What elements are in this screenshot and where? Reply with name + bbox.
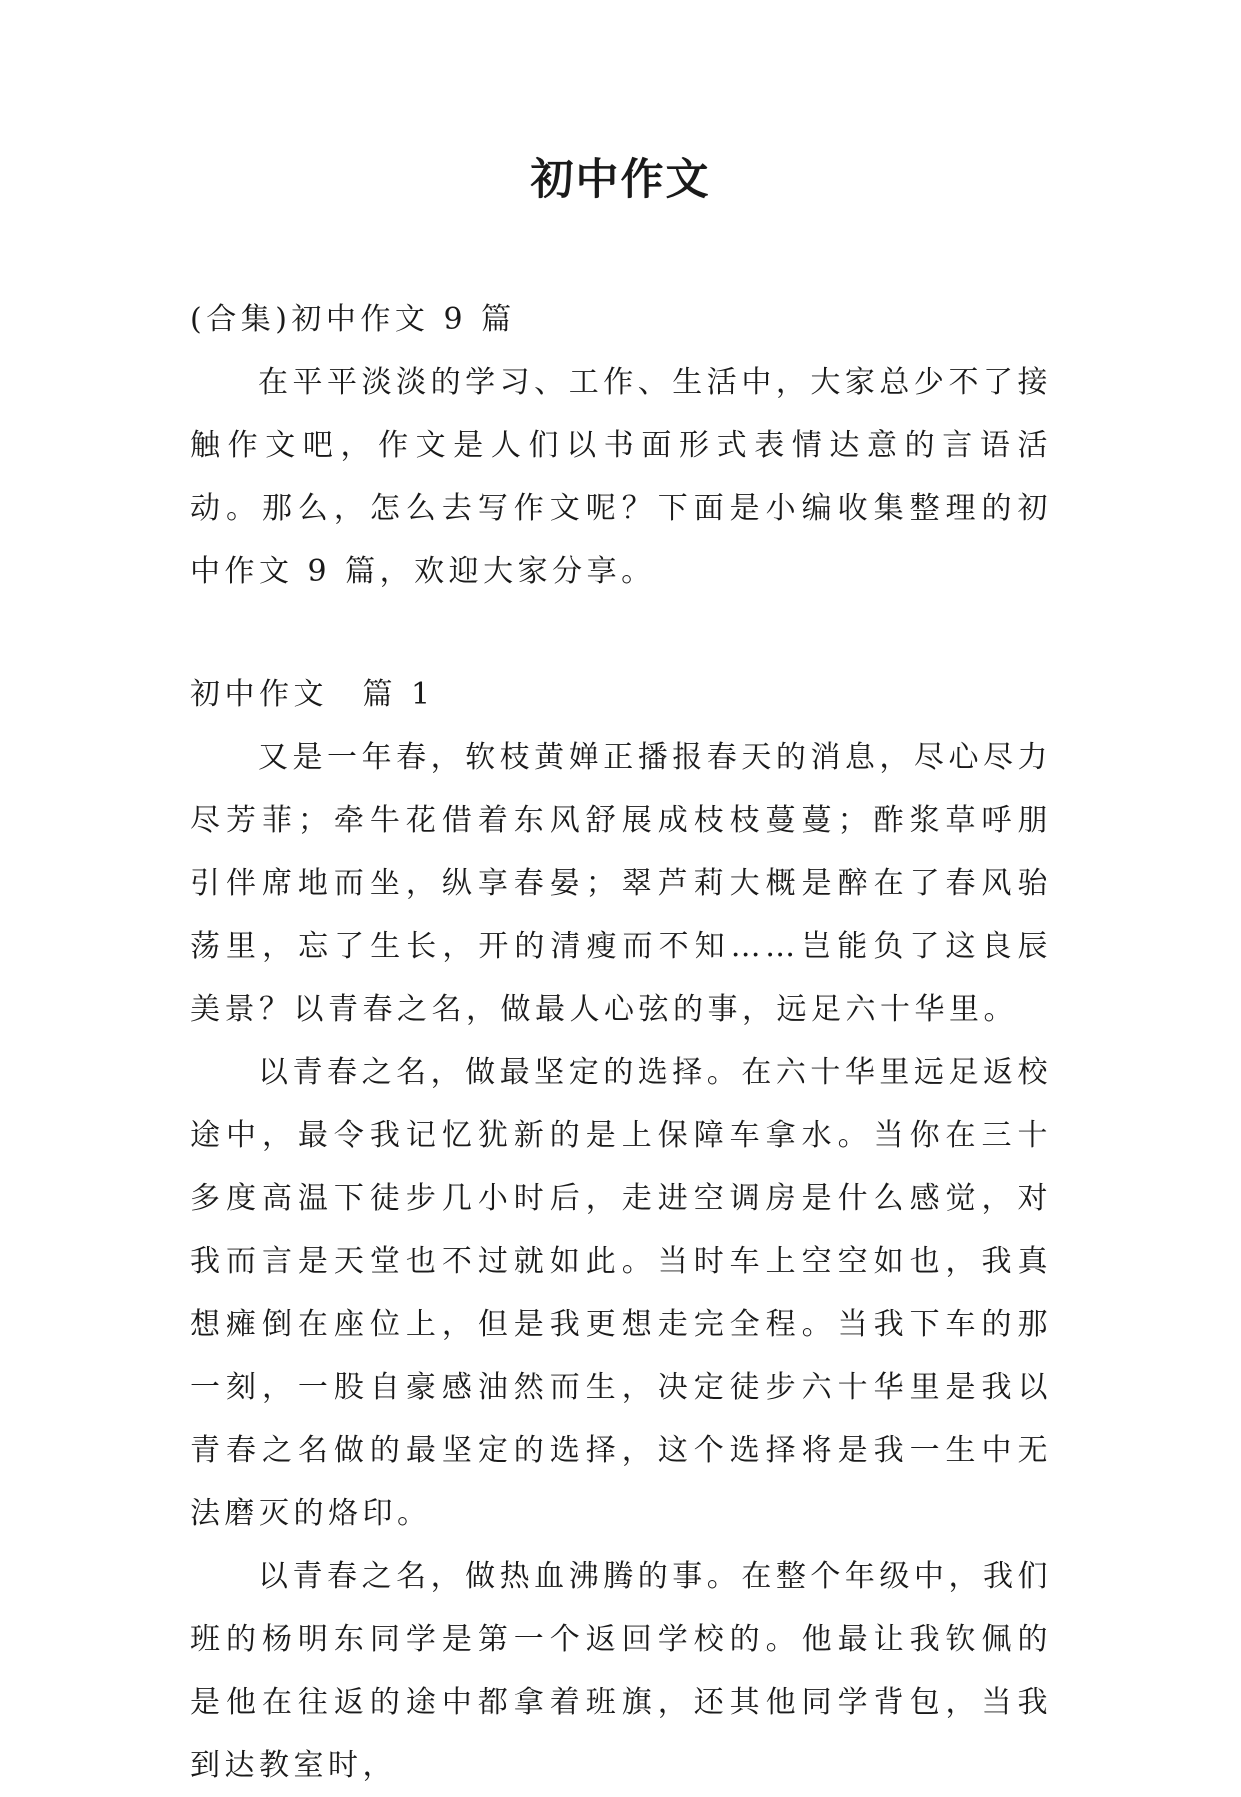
body-paragraph: 又是一年春，软枝黄婵正播报春天的消息，尽心尽力尽芳菲；牵牛花借着东风舒展成枝枝蔓蔓；酢浆草呼朋引伴席地而坐，纵享春晏；翠芦莉大概是醉在了春风骀荡里，忘了生长，开的清瘦而不知……岂能负了这良辰美景？以青春之名，做最人心弦的事，远足六十华里。 <box>190 740 1052 1027</box>
body-paragraph: 以青春之名，做热血沸腾的事。在整个年级中，我们班的杨明东同学是第一个返回学校的。他最让我钦佩的是他在往返的途中都拿着班旗，还其他同学背包，当我到达教室时， <box>190 1559 1052 1783</box>
document-title: 初中作文 <box>530 155 711 205</box>
document-body <box>190 288 1052 1797</box>
body-paragraph: 以青春之名，做最坚定的选择。在六十华里远足返校途中，最令我记忆犹新的是上保障车拿水。当你在三十多度高温下徒步几小时后，走进空调房是什么感觉，对我而言是天堂也不过就如此。当时车上空空如也，我真想瘫倒在座位上，但是我更想走完全程。当我下车的那一刻，一股自豪感油然而生，决定徒步六十华里是我以青春之名做的最坚定的选择，这个选择将是我一生中无法磨灭的烙印。 <box>190 1055 1052 1531</box>
section-heading: 初中作文 篇 1 <box>190 677 435 712</box>
document-subtitle: (合集)初中作文 9 篇 <box>190 302 516 337</box>
intro-paragraph: 在平平淡淡的学习、工作、生活中，大家总少不了接触作文吧，作文是人们以书面形式表情达意的言语活动。那么，怎么去写作文呢？下面是小编收集整理的初中作文 9 篇，欢迎大家分享。 <box>190 365 1052 589</box>
section-spacer <box>190 603 1052 663</box>
